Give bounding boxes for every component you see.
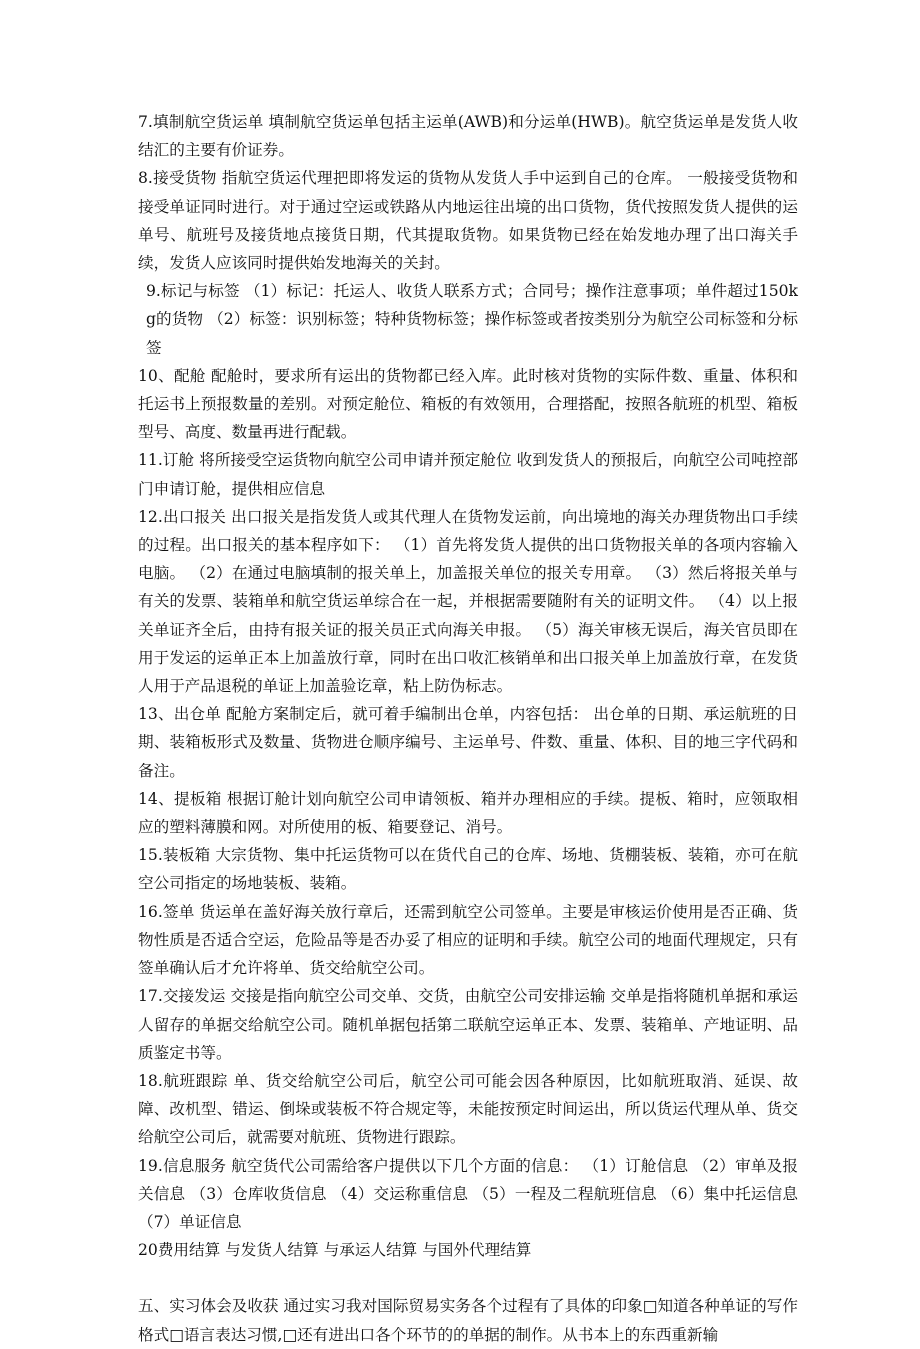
paragraph-16-sign-off: 16.签单 货运单在盖好海关放行章后，还需到航空公司签单。主要是审核运价使用是否正确、货物性质是否适合空运，危险品等是否办妥了相应的证明和手续。航空公司的地面代理规定，只有签单确认后才允许将单、货交给航空公司。	[138, 902, 798, 978]
paragraph-11-booking: 11.订舱 将所接受空运货物向航空公司申请并预定舱位 收到发货人的预报后，向航空公司吨控部门申请订舱，提供相应信息	[138, 451, 798, 498]
paragraph-20-settlement: 20费用结算 与发货人结算 与承运人结算 与国外代理结算	[138, 1241, 532, 1260]
document-body	[138, 108, 798, 1349]
paragraph-17-handover: 17.交接发运 交接是指向航空公司交单、交货，由航空公司安排运输 交单是指将随机单据和承运人留存的单据交给航空公司。随机单据包括第二联航空运单正本、发票、装箱单、产地证明、品质鉴定书等。	[138, 987, 798, 1062]
paragraph-10-stowage: 10、配舱 配舱时，要求所有运出的货物都已经入库。此时核对货物的实际件数、重量、体积和托运书上预报数量的差别。对预定舱位、箱板的有效领用，合理搭配，按照各航班的机型、箱板型号、高度、数量再进行配载。	[138, 366, 798, 442]
paragraph-13-warehouse-release: 13、出仓单 配舱方案制定后，就可着手编制出仓单，内容包括： 出仓单的日期、承运航班的日期、装箱板形式及数量、货物进仓顺序编号、主运单号、件数、重量、体积、目的地三字代码和备注。	[138, 705, 798, 780]
paragraph-18-flight-tracking: 18.航班跟踪 单、货交给航空公司后，航空公司可能会因各种原因，比如航班取消、延误、故障、改机型、错运、倒垛或装板不符合规定等，未能按预定时间运出，所以货运代理从单、货交给航空公司后，就需要对航班、货物进行跟踪。	[138, 1071, 798, 1147]
paragraph-8-receive-goods: 8.接受货物 指航空货运代理把即将发运的货物从发货人手中运到自己的仓库。 一般接受货物和接受单证同时进行。对于通过空运或铁路从内地运往出境的出口货物，货代按照发货人提供的运单号、航班号及接货地点接货日期，代其提取货物。如果货物已经在始发地办理了出口海关手续，发货人应该同时提供始发地海关的关封。	[138, 169, 798, 273]
paragraph-7-awb: 7.填制航空货运单 填制航空货运单包括主运单(AWB)和分运单(HWB)。航空货运单是发货人收结汇的主要有价证券。	[138, 113, 798, 160]
paragraph-19-information-service: 19.信息服务 航空货代公司需给客户提供以下几个方面的信息： （1）订舱信息 （2）审单及报关信息 （3）仓库收货信息 （4）交运称重信息 （5）一程及二程航班信息 （6）集中托运信息 （7）单证信息	[138, 1156, 798, 1231]
paragraph-15-load-pallets: 15.装板箱 大宗货物、集中托运货物可以在货代自己的仓库、场地、货棚装板、装箱，亦可在航空公司指定的场地装板、装箱。	[138, 846, 798, 893]
paragraph-section-5-experience: 五、实习体会及收获 通过实习我对国际贸易实务各个过程有了具体的印象□知道各种单证的写作格式□语言表达习惯,□还有进出口各个环节的的单据的制作。从书本上的东西重新输	[138, 1297, 798, 1344]
paragraph-12-export-declaration: 12.出口报关 出口报关是指发货人或其代理人在货物发运前，向出境地的海关办理货物出口手续的过程。出口报关的基本程序如下： （1）首先将发货人提供的出口货物报关单的各项内容输入电脑。 （2）在通过电脑填制的报关单上，加盖报关单位的报关专用章。 （3）然后将报关单与有关的发票、装箱单和航空货运单综合在一起，并根据需要随附有关的证明文件。 （4）以上报关单证齐全后，由持有报关证的报关员正式向海关申报。 （5）海关审核无误后，海关官员即在用于发运的运单正本上加盖放行章，同时在出口收汇核销单和出口报关单上加盖放行章，在发货人用于产品退税的单证上加盖验讫章，粘上防伪标志。	[138, 507, 798, 696]
paragraph-14-pick-up-pallets: 14、提板箱 根据订舱计划向航空公司申请领板、箱并办理相应的手续。提板、箱时，应领取相应的塑料薄膜和网。对所使用的板、箱要登记、消号。	[138, 789, 798, 837]
paragraph-9-marks-labels: 9.标记与标签 （1）标记：托运人、收货人联系方式；合同号；操作注意事项；单件超过150kg的货物 （2）标签：识别标签；特种货物标签；操作标签或者按类别分为航空公司标签和分标签	[146, 282, 798, 357]
